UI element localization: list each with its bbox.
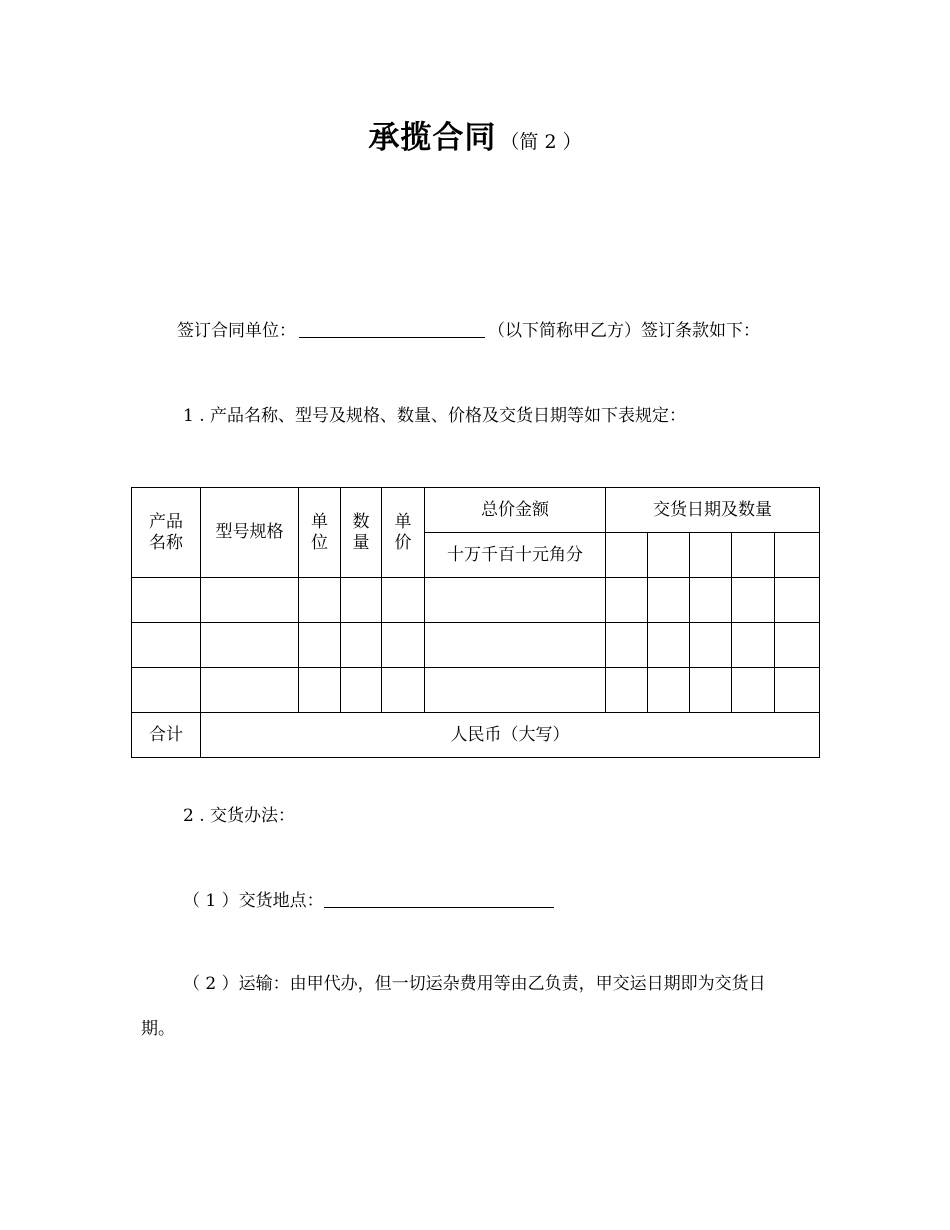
table-cell[interactable] (299, 668, 341, 713)
table-cell[interactable] (201, 578, 299, 623)
delivery-location-blank[interactable] (324, 889, 554, 908)
header-row-1 (132, 488, 820, 533)
table-cell[interactable] (299, 623, 341, 668)
intro-prefix: 签订合同单位： (177, 321, 296, 341)
delivery-cell[interactable] (690, 533, 732, 578)
total-rmb-caption[interactable]: 人民币（大写） (201, 713, 820, 758)
table-cell[interactable] (775, 623, 820, 668)
table-cell[interactable] (341, 623, 382, 668)
header-unit-price: 单 价 (382, 488, 425, 578)
delivery-location-label: （ 1 ）交货地点： (183, 891, 324, 911)
contract-party-blank[interactable] (299, 319, 485, 338)
table-cell[interactable] (775, 578, 820, 623)
table-cell[interactable] (690, 623, 732, 668)
goods-table (131, 487, 820, 758)
header-quantity: 数 量 (341, 488, 382, 578)
table-cell[interactable] (732, 623, 775, 668)
table-row (132, 578, 820, 623)
table-cell[interactable] (425, 623, 606, 668)
clause-1: 1 . 产品名称、型号及规格、数量、价格及交货日期等如下表规定： (183, 406, 687, 426)
header-total-amount: 总价金额 (425, 488, 606, 533)
table-row (132, 623, 820, 668)
table-cell[interactable] (341, 578, 382, 623)
table-cell[interactable] (648, 578, 690, 623)
table-cell[interactable] (201, 668, 299, 713)
clause-2-2-line2: 期。 (141, 1019, 175, 1039)
table-cell[interactable] (606, 668, 648, 713)
title-main: 承揽合同 (368, 120, 497, 156)
clause-2: 2 . 交货办法： (183, 806, 296, 826)
table-cell[interactable] (732, 668, 775, 713)
table-cell[interactable] (341, 668, 382, 713)
intro-line (177, 319, 760, 343)
table-cell[interactable] (425, 668, 606, 713)
table-cell[interactable] (690, 578, 732, 623)
table-cell[interactable] (606, 578, 648, 623)
clause-2-1 (183, 889, 557, 913)
table-cell[interactable] (382, 668, 425, 713)
total-label: 合计 (132, 713, 201, 758)
table-cell[interactable] (299, 578, 341, 623)
table-cell[interactable] (648, 623, 690, 668)
header-unit: 单 位 (299, 488, 341, 578)
table-cell[interactable] (132, 623, 201, 668)
header-delivery: 交货日期及数量 (606, 488, 820, 533)
table-cell[interactable] (201, 623, 299, 668)
table-cell[interactable] (382, 578, 425, 623)
title-subtitle: （简 2 ） (500, 131, 582, 153)
clause-2-2-line1: （ 2 ）运输：由甲代办，但一切运杂费用等由乙负责，甲交运日期即为交货日 (183, 974, 766, 994)
table-cell[interactable] (132, 578, 201, 623)
delivery-cell[interactable] (648, 533, 690, 578)
header-amount-digits: 十万千百十元角分 (425, 533, 606, 578)
table-cell[interactable] (732, 578, 775, 623)
table-row (132, 668, 820, 713)
table-cell[interactable] (606, 623, 648, 668)
table-cell[interactable] (132, 668, 201, 713)
document-title (0, 112, 950, 157)
table-cell[interactable] (648, 668, 690, 713)
table-cell[interactable] (382, 623, 425, 668)
intro-suffix: （以下简称甲乙方）签订条款如下： (488, 321, 760, 341)
delivery-cell[interactable] (606, 533, 648, 578)
delivery-cell[interactable] (732, 533, 775, 578)
table-cell[interactable] (425, 578, 606, 623)
delivery-cell[interactable] (775, 533, 820, 578)
header-product-name: 产品 名称 (132, 488, 201, 578)
total-row (132, 713, 820, 758)
table-cell[interactable] (690, 668, 732, 713)
table-cell[interactable] (775, 668, 820, 713)
header-model-spec: 型号规格 (201, 488, 299, 578)
